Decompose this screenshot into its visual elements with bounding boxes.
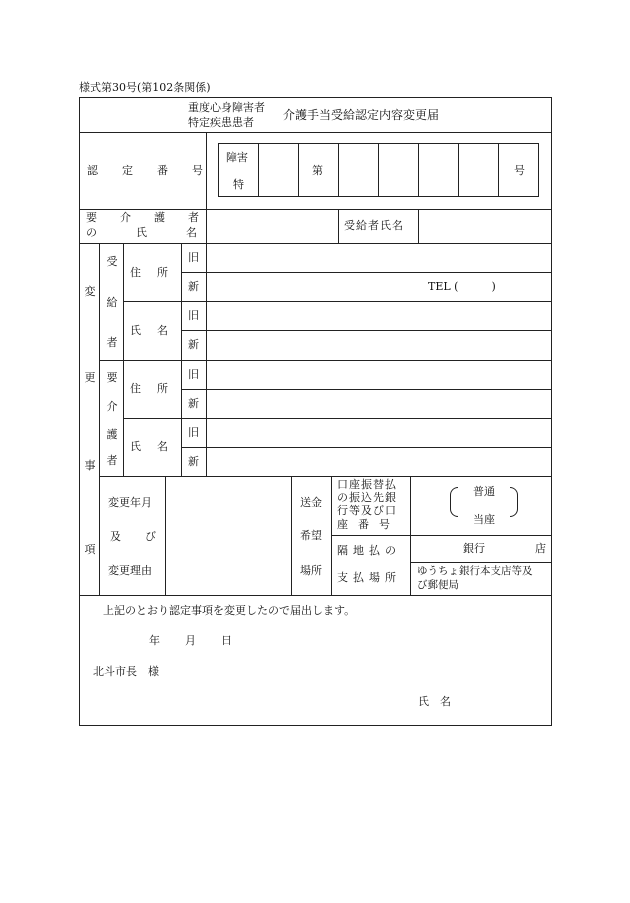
- divider: [181, 272, 552, 273]
- change-section-label: [82, 243, 98, 595]
- divider: [458, 143, 459, 197]
- reason-line2: 及び: [110, 530, 180, 543]
- cert-kind-bottom: 特: [233, 178, 244, 191]
- month-label: 月: [185, 634, 196, 647]
- divider: [79, 595, 552, 596]
- form-title: 介護手当受給認定内容変更届: [283, 108, 440, 122]
- divider: [206, 132, 207, 209]
- cert-go: 号: [514, 164, 525, 177]
- divider: [181, 447, 552, 448]
- new-label: 新: [188, 455, 199, 468]
- tel-field[interactable]: TEL ( ): [428, 280, 496, 293]
- divider: [298, 143, 299, 197]
- post-office-line1: ゆうちょ銀行本支店等及: [417, 565, 533, 577]
- care-address-label: 住所: [130, 382, 184, 395]
- divider: [99, 243, 100, 595]
- transfer-label-3: 行等及び口: [337, 504, 397, 517]
- year-label: 年: [149, 634, 160, 647]
- divider: [418, 143, 419, 197]
- divider: [79, 209, 552, 210]
- applicant-name-label: 氏 名: [418, 695, 451, 708]
- reason-line3: 変更理由: [108, 564, 152, 577]
- divider: [181, 330, 552, 331]
- title-prefix-2: [188, 116, 268, 129]
- divider: [123, 418, 552, 419]
- new-label: 新: [188, 338, 199, 351]
- remote-label-1: 隔地払の: [337, 544, 401, 557]
- divider: [331, 535, 552, 536]
- remit-label: [293, 476, 329, 595]
- divider: [338, 143, 339, 197]
- old-label: 旧: [188, 309, 199, 322]
- care-char-1: 要: [106, 371, 118, 384]
- cert-dai: 第: [312, 164, 323, 177]
- divider: [79, 243, 552, 244]
- recipient-group-label: [103, 243, 121, 360]
- divider: [79, 132, 552, 133]
- care-group-label: [103, 360, 121, 476]
- transfer-label-1: 口座振替払: [337, 478, 397, 491]
- recipient-char-2: 給: [106, 296, 118, 309]
- care-char-3: 護: [106, 428, 118, 441]
- old-label: 旧: [188, 426, 199, 439]
- cert-number-label: [87, 164, 227, 177]
- care-label-bottom: の氏名: [86, 226, 236, 239]
- bracket-right: [510, 487, 518, 517]
- cert-kind-top: 障害: [226, 151, 248, 164]
- bank-label: 銀行: [463, 542, 485, 555]
- divider: [291, 476, 292, 595]
- day-label: 日: [221, 634, 232, 647]
- recipient-char-1: 受: [106, 255, 118, 268]
- old-label: 旧: [188, 251, 199, 264]
- transfer-label-4: 座番号: [337, 518, 400, 531]
- recipient-address-label: 住所: [130, 266, 184, 279]
- recipient-char-3: 者: [106, 336, 118, 349]
- remit-line-1: 送金: [300, 496, 322, 509]
- statement: 上記のとおり認定事項を変更したので届出します。: [103, 604, 356, 617]
- change-char-2: 更: [84, 371, 96, 384]
- form-number: 様式第30号(第102条関係): [79, 81, 211, 94]
- bracket-left: [450, 487, 458, 517]
- remit-line-2: 希望: [300, 529, 322, 542]
- recipient-name-label: 受給者氏名: [344, 219, 404, 232]
- title-prefix-1: 重度心身障害者: [188, 101, 265, 114]
- divider: [410, 562, 552, 563]
- care-char-2: 介: [106, 400, 118, 413]
- divider: [181, 389, 552, 390]
- divider: [258, 143, 259, 197]
- title-prefix-2-text: 特定疾患患者: [188, 116, 254, 129]
- divider: [338, 209, 339, 243]
- change-char-3: 事: [84, 459, 96, 472]
- care-label-top: 要介護者: [86, 211, 222, 224]
- new-label: 新: [188, 397, 199, 410]
- account-type-normal[interactable]: 普通: [473, 485, 495, 498]
- account-type-current[interactable]: 当座: [473, 513, 495, 526]
- divider: [206, 209, 207, 243]
- care-name-label: 氏名: [130, 440, 184, 453]
- remit-line-3: 場所: [300, 564, 322, 577]
- recipient-name-field-label: 氏名: [130, 324, 184, 337]
- divider: [378, 143, 379, 197]
- change-char-1: 変: [84, 285, 96, 298]
- new-label: 新: [188, 280, 199, 293]
- cert-number-label-text: 認定番号: [87, 164, 227, 177]
- change-char-4: 項: [84, 543, 96, 556]
- divider: [498, 143, 499, 197]
- divider: [123, 301, 552, 302]
- post-office-line2: び郵便局: [417, 579, 459, 591]
- reason-line1: 変更年月: [108, 496, 152, 509]
- divider: [99, 360, 552, 361]
- divider: [418, 209, 419, 243]
- old-label: 旧: [188, 368, 199, 381]
- remote-label-2: 支払場所: [337, 571, 401, 584]
- divider: [165, 476, 166, 595]
- care-char-4: 者: [106, 454, 118, 467]
- branch-label: 店: [535, 542, 546, 555]
- transfer-label-2: の振込先銀: [337, 491, 397, 504]
- addressee: 北斗市長 様: [93, 665, 159, 678]
